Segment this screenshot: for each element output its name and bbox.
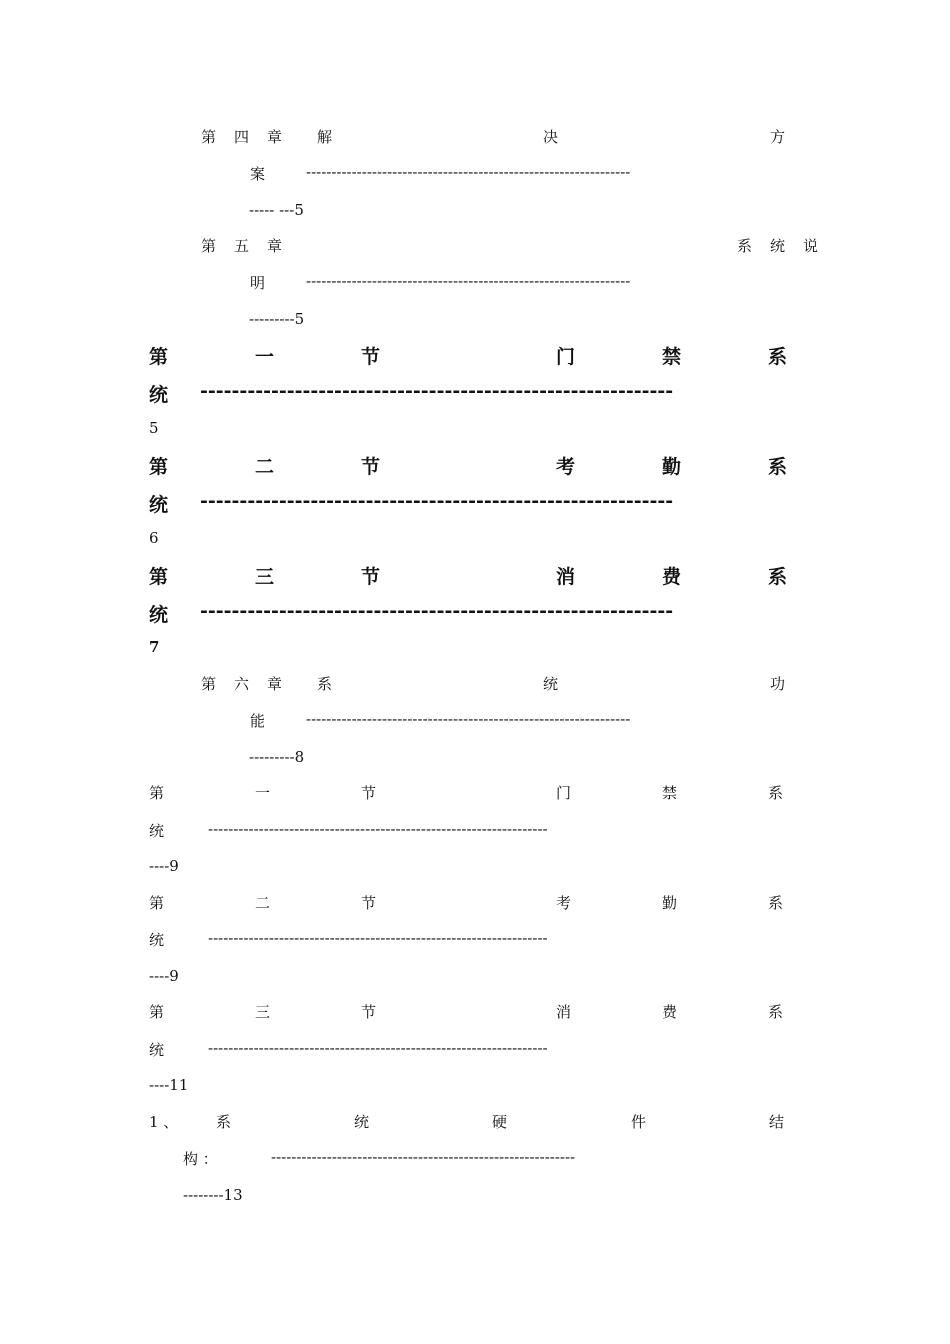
toc-char: 勤 (662, 894, 678, 912)
toc-page-number: 6 (149, 529, 159, 547)
toc-char: 费 (662, 1003, 678, 1021)
toc-char: 六 (234, 675, 250, 693)
toc-page-number: 7 (149, 638, 160, 656)
toc-char: 四 (234, 128, 250, 146)
toc-char: 第 (201, 237, 217, 255)
toc-page-number: ---------8 (249, 748, 305, 766)
toc-page-number: ----- ---5 (249, 201, 304, 219)
toc-char: 考 (556, 456, 576, 478)
toc-char: 统 (149, 1041, 165, 1059)
toc-char: 第 (149, 346, 169, 368)
toc-char: 节 (361, 784, 377, 802)
toc-char: 费 (662, 566, 682, 588)
toc-char: 统 (149, 494, 169, 516)
toc-page-number: ----9 (149, 857, 179, 875)
toc-char: 统 (543, 675, 559, 693)
toc-leader: ------------------------------------------------------------------- (208, 820, 548, 838)
toc-char: 系 (216, 1113, 232, 1131)
toc-char: 第 (149, 456, 169, 478)
toc-char: 节 (361, 1003, 377, 1021)
toc-char: 统 (149, 604, 169, 626)
toc-char: 第 (149, 784, 165, 802)
toc-char: 一 (255, 784, 271, 802)
toc-leader: ---------------------------------------------------------------- (306, 163, 631, 181)
toc-char: 构 ： (183, 1150, 218, 1168)
toc-char: 二 (255, 456, 275, 478)
toc-char: 系 (768, 784, 784, 802)
toc-char: 章 (267, 675, 283, 693)
toc-char: 系 (768, 1003, 784, 1021)
toc-char: 明 (250, 274, 266, 292)
toc-char: 章 (267, 128, 283, 146)
toc-char: 说 (803, 237, 819, 255)
toc-char: 节 (361, 346, 381, 368)
toc-char: 消 (556, 566, 576, 588)
toc-char: 方 (770, 128, 786, 146)
toc-char: 章 (267, 237, 283, 255)
toc-char: 三 (255, 566, 275, 588)
toc-char: 统 (149, 931, 165, 949)
toc-char: 件 (631, 1113, 647, 1131)
toc-char: 禁 (662, 784, 678, 802)
toc-leader: ------------------------------------------------------------------- (208, 929, 548, 947)
toc-char: 五 (234, 237, 250, 255)
toc-char: 消 (556, 1003, 572, 1021)
toc-char: 系 (768, 346, 788, 368)
toc-char: 功 (770, 675, 786, 693)
toc-char: 第 (149, 894, 165, 912)
toc-leader: ------------------------------------------------------------ (200, 380, 674, 402)
toc-leader: ------------------------------------------------------------------- (208, 1039, 548, 1057)
toc-char: 能 (250, 712, 266, 730)
toc-char: 勤 (662, 456, 682, 478)
toc-char: 系 (768, 566, 788, 588)
toc-page-number: ---------5 (249, 310, 305, 328)
toc-char: 节 (361, 566, 381, 588)
toc-char: 考 (556, 894, 572, 912)
toc-char: 节 (361, 894, 377, 912)
toc-char: 第 (149, 566, 169, 588)
toc-char: 节 (361, 456, 381, 478)
toc-char: 1 、 (149, 1113, 179, 1131)
toc-char: 系 (768, 456, 788, 478)
toc-char: 第 (201, 675, 217, 693)
toc-char: 硬 (492, 1113, 508, 1131)
toc-char: 统 (149, 822, 165, 840)
toc-char: 系 (737, 237, 753, 255)
toc-leader: ------------------------------------------------------------ (271, 1148, 576, 1166)
toc-char: 二 (255, 894, 271, 912)
toc-char: 统 (149, 384, 169, 406)
toc-page-number: --------13 (183, 1186, 243, 1204)
toc-char: 第 (201, 128, 217, 146)
toc-char: 决 (543, 128, 559, 146)
toc-char: 解 (317, 128, 333, 146)
toc-leader: ------------------------------------------------------------ (200, 490, 674, 512)
toc-char: 第 (149, 1003, 165, 1021)
toc-char: 统 (354, 1113, 370, 1131)
toc-page-number: ----9 (149, 967, 179, 985)
toc-char: 系 (317, 675, 333, 693)
toc-char: 三 (255, 1003, 271, 1021)
toc-char: 一 (255, 346, 275, 368)
toc-char: 统 (770, 237, 786, 255)
toc-char: 案 (250, 165, 266, 183)
toc-leader: ---------------------------------------------------------------- (306, 272, 631, 290)
toc-page-number: ----11 (149, 1076, 189, 1094)
toc-page-number: 5 (149, 419, 159, 437)
toc-char: 禁 (662, 346, 682, 368)
toc-char: 结 (769, 1113, 785, 1131)
toc-leader: ---------------------------------------------------------------- (306, 710, 631, 728)
toc-char: 门 (556, 346, 576, 368)
toc-char: 系 (768, 894, 784, 912)
toc-leader: ------------------------------------------------------------ (200, 600, 674, 622)
toc-char: 门 (556, 784, 572, 802)
